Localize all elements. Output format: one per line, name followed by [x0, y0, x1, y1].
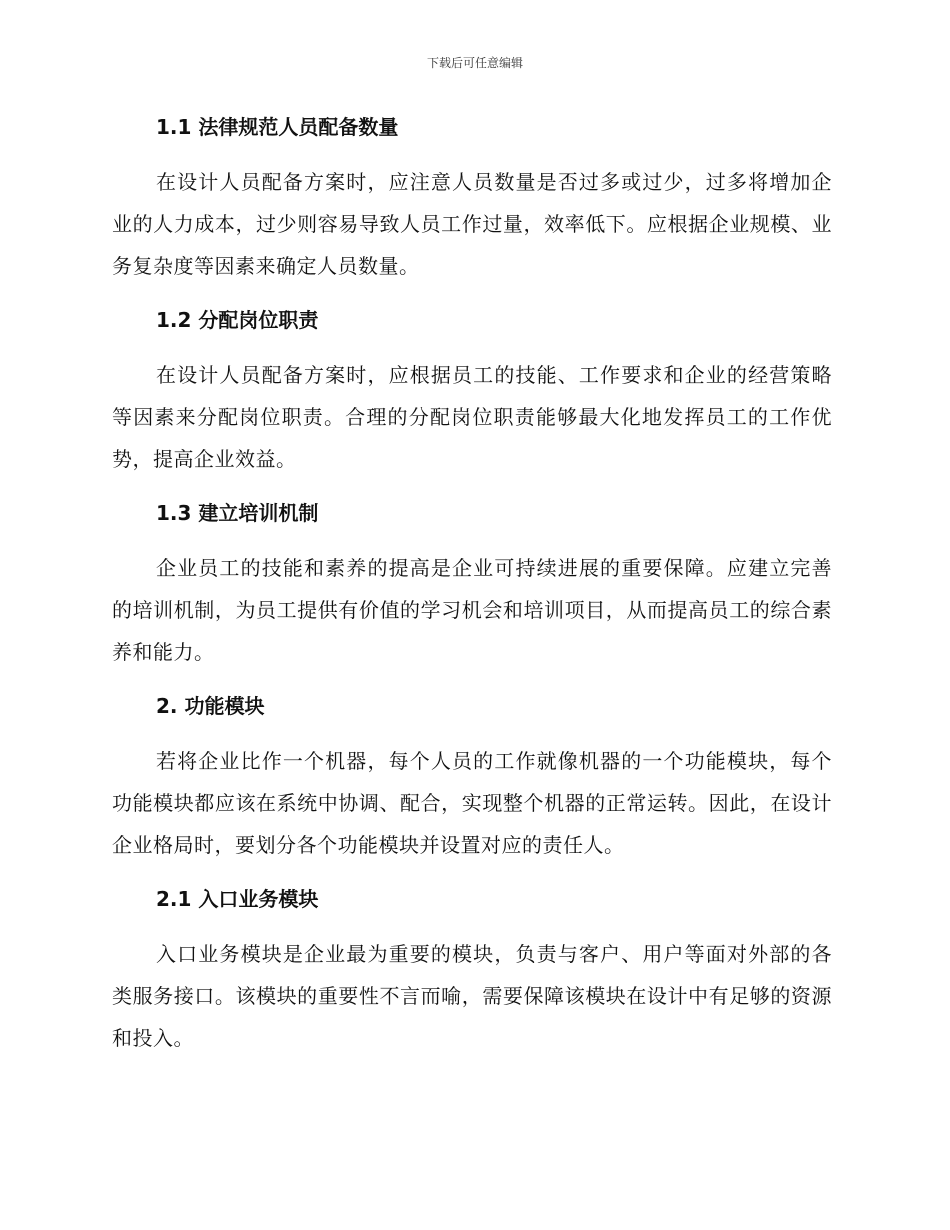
- section-heading: 2. 功能模块: [156, 694, 265, 718]
- section-heading: 1.1 法律规范人员配备数量: [156, 115, 399, 139]
- section-paragraph: 入口业务模块是企业最为重要的模块，负责与客户、用户等面对外部的各类服务接口。该模块的重要性不言而喻，需要保障该模块在设计中有足够的资源和投入。: [112, 942, 832, 1050]
- document-body: [112, 108, 832, 1073]
- section-1-2: [112, 301, 832, 480]
- page-header: 下载后可任意编辑: [426, 56, 523, 70]
- section-heading: 2.1 入口业务模块: [156, 887, 319, 911]
- section-heading: 1.3 建立培训机制: [156, 501, 319, 525]
- section-paragraph: 在设计人员配备方案时，应根据员工的技能、工作要求和企业的经营策略等因素来分配岗位职责。合理的分配岗位职责能够最大化地发挥员工的工作优势，提高企业效益。: [112, 363, 832, 471]
- section-paragraph: 若将企业比作一个机器，每个人员的工作就像机器的一个功能模块，每个功能模块都应该在系统中协调、配合，实现整个机器的正常运转。因此，在设计企业格局时，要划分各个功能模块并设置对应的责任人。: [112, 749, 832, 857]
- section-paragraph: 企业员工的技能和素养的提高是企业可持续进展的重要保障。应建立完善的培训机制，为员工提供有价值的学习机会和培训项目，从而提高员工的综合素养和能力。: [112, 556, 832, 664]
- section-2-1: [112, 880, 832, 1059]
- section-1-3: [112, 494, 832, 673]
- section-paragraph: 在设计人员配备方案时，应注意人员数量是否过多或过少，过多将增加企业的人力成本，过少则容易导致人员工作过量，效率低下。应根据企业规模、业务复杂度等因素来确定人员数量。: [112, 170, 832, 278]
- section-2: [112, 687, 832, 866]
- section-heading: 1.2 分配岗位职责: [156, 308, 319, 332]
- section-1-1: [112, 108, 832, 287]
